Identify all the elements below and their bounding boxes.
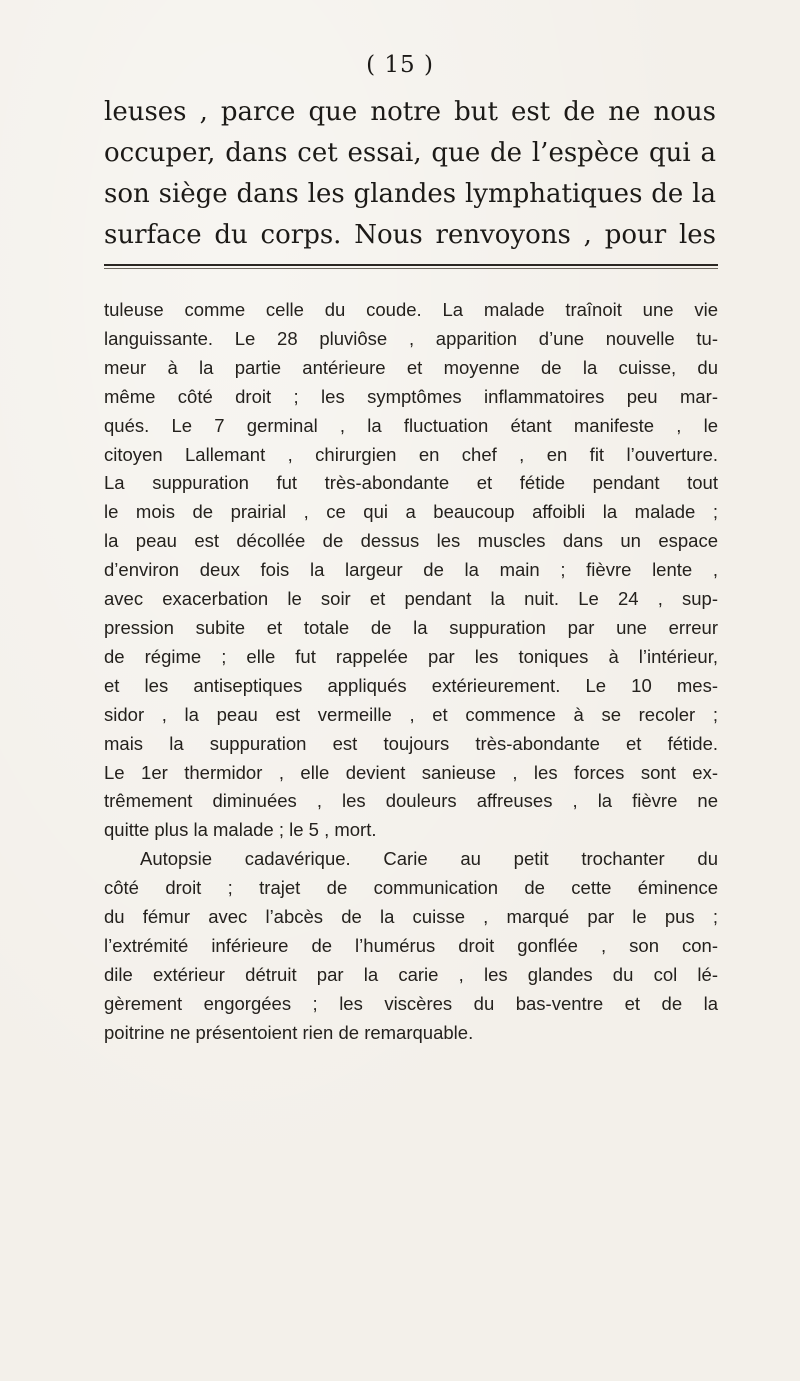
footnote-line: sidor , la peau est vermeille , et commence à se recoler ; bbox=[104, 703, 718, 725]
footnote-line: Le 1er thermidor , elle devient sanieuse , les forces sont ex- bbox=[104, 761, 718, 783]
footnote-line: Autopsie cadavérique. Carie au petit trochanter du bbox=[140, 848, 718, 870]
main-text-line: occuper, dans cet essai, que de l’espèce qui a bbox=[104, 138, 716, 168]
main-text-line: son siège dans les glandes lymphatiques de la bbox=[104, 179, 716, 209]
main-text-block bbox=[104, 92, 716, 256]
footnote-line: gèrement engorgées ; les viscères du bas-ventre et de la bbox=[104, 992, 718, 1014]
footnote-line: languissante. Le 28 pluviôse , apparition d’une nouvelle tu- bbox=[104, 327, 718, 349]
footnote-line: La suppuration fut très-abondante et fétide pendant tout bbox=[104, 472, 718, 494]
footnote-line: l’extrémité inférieure de l’humérus droit gonflée , son con- bbox=[104, 934, 718, 956]
footnote-line: et les antiseptiques appliqués extérieurement. Le 10 mes- bbox=[104, 674, 718, 696]
footnote-line: meur à la partie antérieure et moyenne de la cuisse, du bbox=[104, 356, 718, 378]
footnote-line: la peau est décollée de dessus les muscles dans un espace bbox=[104, 530, 718, 552]
main-text-line: surface du corps. Nous renvoyons , pour les bbox=[104, 220, 716, 250]
main-text-line: leuses , parce que notre but est de ne nous bbox=[104, 97, 716, 127]
footnote-line: d’environ deux fois la largeur de la main ; fièvre lente , bbox=[104, 559, 718, 581]
footnote-line: avec exacerbation le soir et pendant la nuit. Le 24 , sup- bbox=[104, 588, 718, 610]
footnote-line: trêmement diminuées , les douleurs affreuses , la fièvre ne bbox=[104, 790, 718, 812]
footnote-line: quitte plus la malade ; le 5 , mort. bbox=[104, 819, 377, 841]
footnote-line: tuleuse comme celle du coude. La malade traînoit une vie bbox=[104, 299, 718, 320]
footnote-line: poitrine ne présentoient rien de remarquable. bbox=[104, 1021, 474, 1043]
footnote-line: citoyen Lallemant , chirurgien en chef , en fit l’ouverture. bbox=[104, 443, 718, 465]
footnote-line: qués. Le 7 germinal , la fluctuation étant manifeste , le bbox=[104, 414, 718, 436]
footnote-line: côté droit ; trajet de communication de cette éminence bbox=[104, 877, 718, 899]
footnote-separator-thin bbox=[104, 268, 718, 269]
footnote-line: du fémur avec l’abcès de la cuisse , marqué par le pus ; bbox=[104, 906, 718, 928]
footnote-line: dile extérieur détruit par la carie , les glandes du col lé- bbox=[104, 963, 718, 985]
footnote-line: de régime ; elle fut rappelée par les toniques à l’intérieur, bbox=[104, 645, 718, 667]
footnote-line: même côté droit ; les symptômes inflammatoires peu mar- bbox=[104, 385, 718, 407]
page-number: ( 15 ) bbox=[366, 52, 434, 78]
footnote-line: mais la suppuration est toujours très-abondante et fétide. bbox=[104, 732, 718, 754]
footnote-line: pression subite et totale de la suppuration par une erreur bbox=[104, 616, 718, 638]
footnote-block bbox=[104, 296, 718, 1048]
footnote-separator bbox=[104, 264, 718, 266]
footnote-line: le mois de prairial , ce qui a beaucoup affoibli la malade ; bbox=[104, 501, 718, 523]
